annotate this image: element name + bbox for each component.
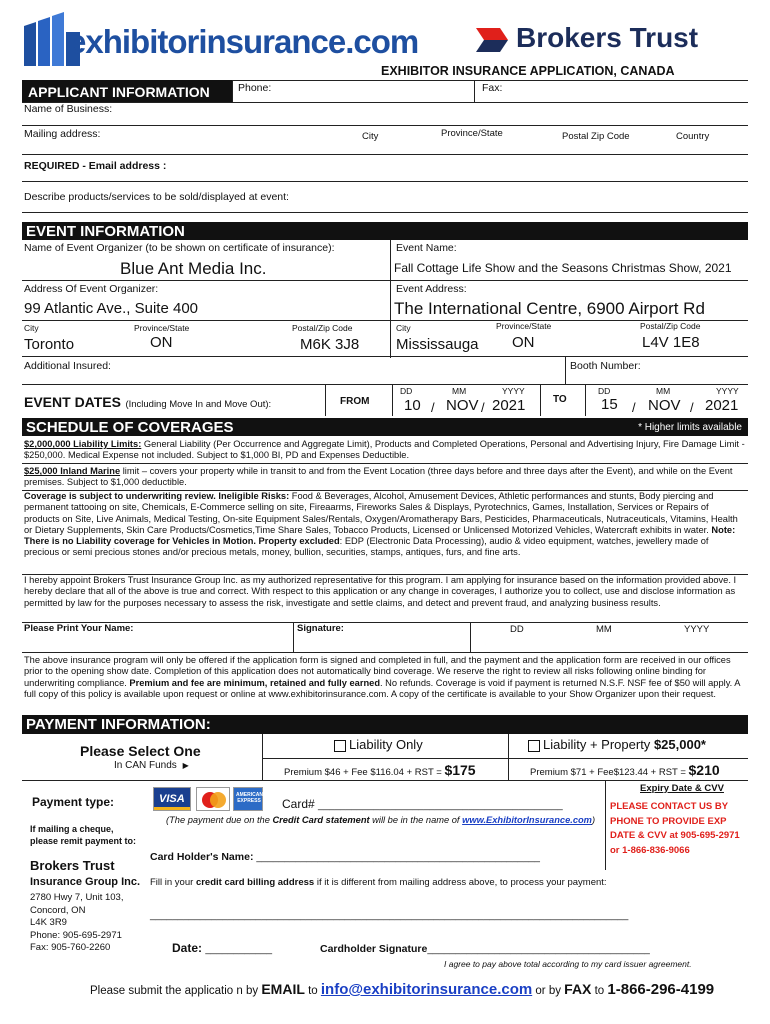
to-dd-value[interactable]: 15 bbox=[601, 396, 618, 413]
ev-province-label: Province/State bbox=[496, 321, 552, 331]
coverages-section-title: SCHEDULE OF COVERAGES bbox=[26, 419, 234, 436]
organizer-label: Name of Event Organizer (to be shown on certificate of insurance): bbox=[24, 242, 335, 254]
payment-section-title: PAYMENT INFORMATION: bbox=[26, 716, 211, 733]
from-mm-label: MM bbox=[452, 386, 467, 396]
underwriting-paragraph: Coverage is subject to underwriting review. Ineligible Risks: Food & Beverages, Alcohol, Amusement Devices, Athletic performances and stunts, Body piercing and permanent tattooing on site, Chemicals, E-Commerce selling on site, Fireaarms, Fireworks Sales & Displays, Pyrotechnics, Games, Installation, Services or Repairs of products on Site, Live Animals, Medical Testing, On-site Equipment Sales/Rentals, Oxygen/Aromatherapy Bars, Pesticides, Pharmaceuticals, Nutraceuticals, Vitamins, Health or Dietary Supplements, Skin Care Products/Cosmetics,Time Share Sales, Tobacco Products, Licensed or Unlicensed Motorized Vehicles, Watercraft exhibits in water. Note: There is no Liability coverage for Vehicles in Motion. Property excluded: EDP (Electronic Data Processing), audio & video equipment, watches, jewellery made of precious or semi precious stones and/or precious metals, money, bullion, securities, stamps, antiques, furs, and fine arts. bbox=[24, 491, 738, 558]
liability-property-checkbox[interactable] bbox=[528, 740, 540, 752]
liability-only-checkbox[interactable] bbox=[334, 740, 346, 752]
from-label: FROM bbox=[340, 396, 370, 407]
email-field[interactable] bbox=[182, 158, 746, 176]
broker-address: 2780 Hwy 7, Unit 103, Concord, ON L4K 3R9 Phone: 905-695-2971 Fax: 905-760-2260 bbox=[30, 892, 124, 954]
fax-field[interactable] bbox=[506, 80, 746, 100]
card-number-row[interactable]: Card# ____________________________________________ bbox=[282, 797, 563, 811]
mailing-postal-label: Postal Zip Code bbox=[562, 131, 630, 142]
org-city-value[interactable]: Toronto bbox=[24, 336, 75, 353]
to-mm-label: MM bbox=[656, 386, 671, 396]
email-label: REQUIRED - Email address : bbox=[24, 160, 167, 172]
brokers-trust-text: Brokers Trust bbox=[516, 22, 699, 53]
ev-city-label: City bbox=[396, 323, 411, 333]
sig-mm-label: MM bbox=[596, 624, 612, 635]
liability-paragraph: $2,000,000 Liability Limits: General Liability (Per Occurrence and Aggregate Limit), Products and Completed Operations, Personal and Advertising Injury, Fire Damage Limit - $250,000. Medical Expense not included. Subject to $1,000 BI, PD and Expenses Deductible. bbox=[24, 439, 745, 461]
brokers-trust-mark-icon bbox=[476, 28, 508, 52]
org-province-value[interactable]: ON bbox=[150, 334, 173, 351]
to-label: TO bbox=[553, 394, 567, 405]
from-mm-value[interactable]: NOV bbox=[446, 397, 479, 414]
mailing-address-label: Mailing address: bbox=[24, 128, 101, 140]
additional-insured-label: Additional Insured: bbox=[24, 360, 111, 372]
event-address-label: Event Address: bbox=[396, 283, 467, 295]
phone-field[interactable] bbox=[275, 80, 471, 100]
org-province-label: Province/State bbox=[134, 323, 190, 333]
from-slash-1: / bbox=[431, 400, 435, 415]
describe-products-label: Describe products/services to be sold/displayed at event: bbox=[24, 191, 289, 203]
ev-city-value[interactable]: Mississauga bbox=[396, 336, 479, 353]
print-name-field[interactable] bbox=[24, 634, 290, 652]
mailing-city-label: City bbox=[362, 131, 379, 142]
liability-only-option[interactable]: Liability Only bbox=[334, 737, 423, 752]
footer-email-link[interactable]: info@exhibitorinsurance.com bbox=[320, 981, 533, 998]
org-postal-value[interactable]: M6K 3J8 bbox=[300, 336, 360, 353]
sig-dd-label: DD bbox=[510, 624, 524, 635]
visa-card-icon[interactable]: VISA bbox=[153, 787, 191, 811]
org-address-value[interactable]: 99 Atlantic Ave., Suite 400 bbox=[24, 300, 199, 317]
footer-fax-number: 1-866-296-4199 bbox=[607, 981, 715, 998]
mailing-address-field[interactable] bbox=[110, 128, 746, 150]
additional-insured-field[interactable] bbox=[120, 358, 560, 376]
ev-postal-label: Postal/Zip Code bbox=[640, 321, 701, 331]
program-terms-paragraph: The above insurance program will only be offered if the application form is signed and completed in full, and the payment and the application form are received in our offices prior to the opening show date. Completion of this application does not automatically bind coverage. We reserve the right to review all risks following online binding for underwriting compliance. Premium and fee are minimum, retained and fully earned. No refunds. Coverage is void if payment is returned N.S.F. NSF fee of $50 will apply. A full copy of this policy is available upon request or online at www.exhibitorinsurance.com. A copy of the certificate is available to your Show Organizer upon their request. bbox=[24, 655, 740, 699]
exhibitor-insurance-link[interactable]: www.ExhibitorInsurance.com bbox=[462, 815, 592, 825]
liability-property-option[interactable]: Liability + Property $25,000* bbox=[528, 737, 706, 752]
from-dd-label: DD bbox=[400, 386, 413, 396]
amex-card-icon[interactable]: AMERICAN EXPRESS bbox=[233, 787, 263, 811]
event-dates-title: EVENT DATES (Including Move In and Move Out): bbox=[24, 394, 272, 410]
payment-due-note: (The payment due on the Credit Card statement will be in the name of www.ExhibitorInsurance.com) bbox=[166, 815, 596, 825]
higher-limits-note: * Higher limits available bbox=[638, 422, 742, 433]
form-title: EXHIBITOR INSURANCE APPLICATION, CANADA bbox=[381, 64, 675, 78]
to-yyyy-value[interactable]: 2021 bbox=[705, 397, 739, 414]
from-slash-2: / bbox=[481, 400, 485, 415]
to-slash-1: / bbox=[632, 400, 636, 415]
sig-yyyy-label: YYYY bbox=[684, 624, 710, 635]
card-holder-row[interactable]: Card Holder's Name: ___________________________________________________ bbox=[150, 851, 540, 863]
event-section-header bbox=[22, 222, 748, 240]
signature-label: Signature: bbox=[297, 623, 344, 634]
organizer-value[interactable]: Blue Ant Media Inc. bbox=[120, 259, 267, 278]
arrow-right-icon: ▶ bbox=[182, 761, 189, 770]
describe-products-field[interactable] bbox=[312, 188, 746, 208]
billing-address-note: Fill in your credit card billing address if it is different from mailing address above, to process your payment: bbox=[150, 877, 607, 888]
please-select-one: Please Select One bbox=[80, 743, 201, 759]
mail-cheque-note: If mailing a cheque, please remit payment to: bbox=[30, 824, 137, 846]
mailing-province-label: Province/State bbox=[441, 128, 503, 139]
from-yyyy-value[interactable]: 2021 bbox=[492, 397, 526, 414]
phone-label: Phone: bbox=[238, 82, 272, 94]
submission-footer: Please submit the applicatio n by EMAIL to info@exhibitorinsurance.com or by FAX to 1-866-296-4199 bbox=[90, 981, 715, 998]
expiry-contact-note: PLEASE CONTACT US BY PHONE TO PROVIDE EXP DATE & CVV at 905-695-2971 or 1-866-836-9066 bbox=[610, 801, 740, 856]
expiry-label: Expiry Date & CVV bbox=[640, 783, 724, 794]
payment-section-header bbox=[22, 715, 748, 734]
business-name-field[interactable] bbox=[120, 103, 746, 123]
signature-field[interactable] bbox=[297, 634, 467, 652]
mailing-country-label: Country bbox=[676, 131, 710, 142]
brokers-trust-logo bbox=[476, 22, 746, 58]
billing-address-field[interactable]: ______________________________________________________________________________________ bbox=[150, 910, 629, 921]
to-yyyy-label: YYYY bbox=[716, 386, 739, 396]
appointment-paragraph: I hereby appoint Brokers Trust Insurance Group Inc. as my authorized representative for this program. I am applying for insurance based on the information provided above. I hereby declare that all of the above is true and correct. With respect to this application or any change in coverages, I authorize you to collect, use and disclose information as permitted by law for the purposes necessary to assess the risk, investigate and settle claims, and detect and prevent fraud, and analyzing business results. bbox=[24, 575, 737, 608]
liability-property-premium: Premium $71 + Fee$123.44 + RST = $210 bbox=[530, 762, 720, 778]
to-slash-2: / bbox=[690, 400, 694, 415]
to-dd-label: DD bbox=[598, 386, 611, 396]
event-address-value[interactable]: The International Centre, 6900 Airport Rd bbox=[394, 299, 705, 318]
org-postal-label: Postal/Zip Code bbox=[292, 323, 353, 333]
payment-type-label: Payment type: bbox=[32, 795, 115, 809]
to-mm-value[interactable]: NOV bbox=[648, 397, 681, 414]
date-row[interactable]: Date: ____________ bbox=[172, 941, 273, 955]
mastercard-circles-icon bbox=[197, 788, 231, 812]
signature-date-field[interactable] bbox=[474, 634, 746, 652]
logo-text: exhibitorinsurance.com bbox=[68, 23, 419, 60]
inland-marine-paragraph: $25,000 Inland Marine limit – covers your property while in transit to and from the Event Location (three days before and three days after the Event), and while on the Event premises. Subject to $1,000 deductible. bbox=[24, 466, 733, 488]
coverages-section-header bbox=[22, 418, 748, 436]
ev-province-value[interactable]: ON bbox=[512, 334, 535, 351]
fax-label: Fax: bbox=[482, 82, 503, 94]
broker-name: Brokers Trust Insurance Group Inc. bbox=[30, 858, 141, 888]
booth-number-label: Booth Number: bbox=[570, 360, 641, 372]
org-address-label: Address Of Event Organizer: bbox=[24, 283, 159, 295]
from-yyyy-label: YYYY bbox=[502, 386, 525, 396]
ev-postal-value[interactable]: L4V 1E8 bbox=[642, 334, 700, 351]
event-name-value[interactable]: Fall Cottage Life Show and the Seasons Christmas Show, 2021 bbox=[394, 261, 732, 275]
org-city-label: City bbox=[24, 323, 39, 333]
exhibitor-logo bbox=[22, 12, 419, 68]
liability-only-premium: Premium $46 + Fee $116.04 + RST = $175 bbox=[284, 762, 476, 778]
booth-number-field[interactable] bbox=[645, 358, 745, 376]
applicant-section-title: APPLICANT INFORMATION bbox=[28, 84, 210, 100]
in-can-funds: In CAN Funds ▶ bbox=[114, 760, 189, 771]
business-name-label: Name of Business: bbox=[24, 103, 113, 115]
from-dd-value[interactable]: 10 bbox=[404, 397, 421, 414]
mastercard-icon[interactable] bbox=[196, 787, 230, 811]
event-section-title: EVENT INFORMATION bbox=[26, 223, 185, 240]
print-name-label: Please Print Your Name: bbox=[24, 623, 134, 634]
cardholder-signature-row[interactable]: Cardholder Signature________________________________________ bbox=[320, 943, 650, 955]
card-agreement-note: I agree to pay above total according to my card issuer agreement. bbox=[444, 959, 692, 969]
event-name-label: Event Name: bbox=[396, 242, 457, 254]
applicant-section-header bbox=[22, 80, 232, 102]
